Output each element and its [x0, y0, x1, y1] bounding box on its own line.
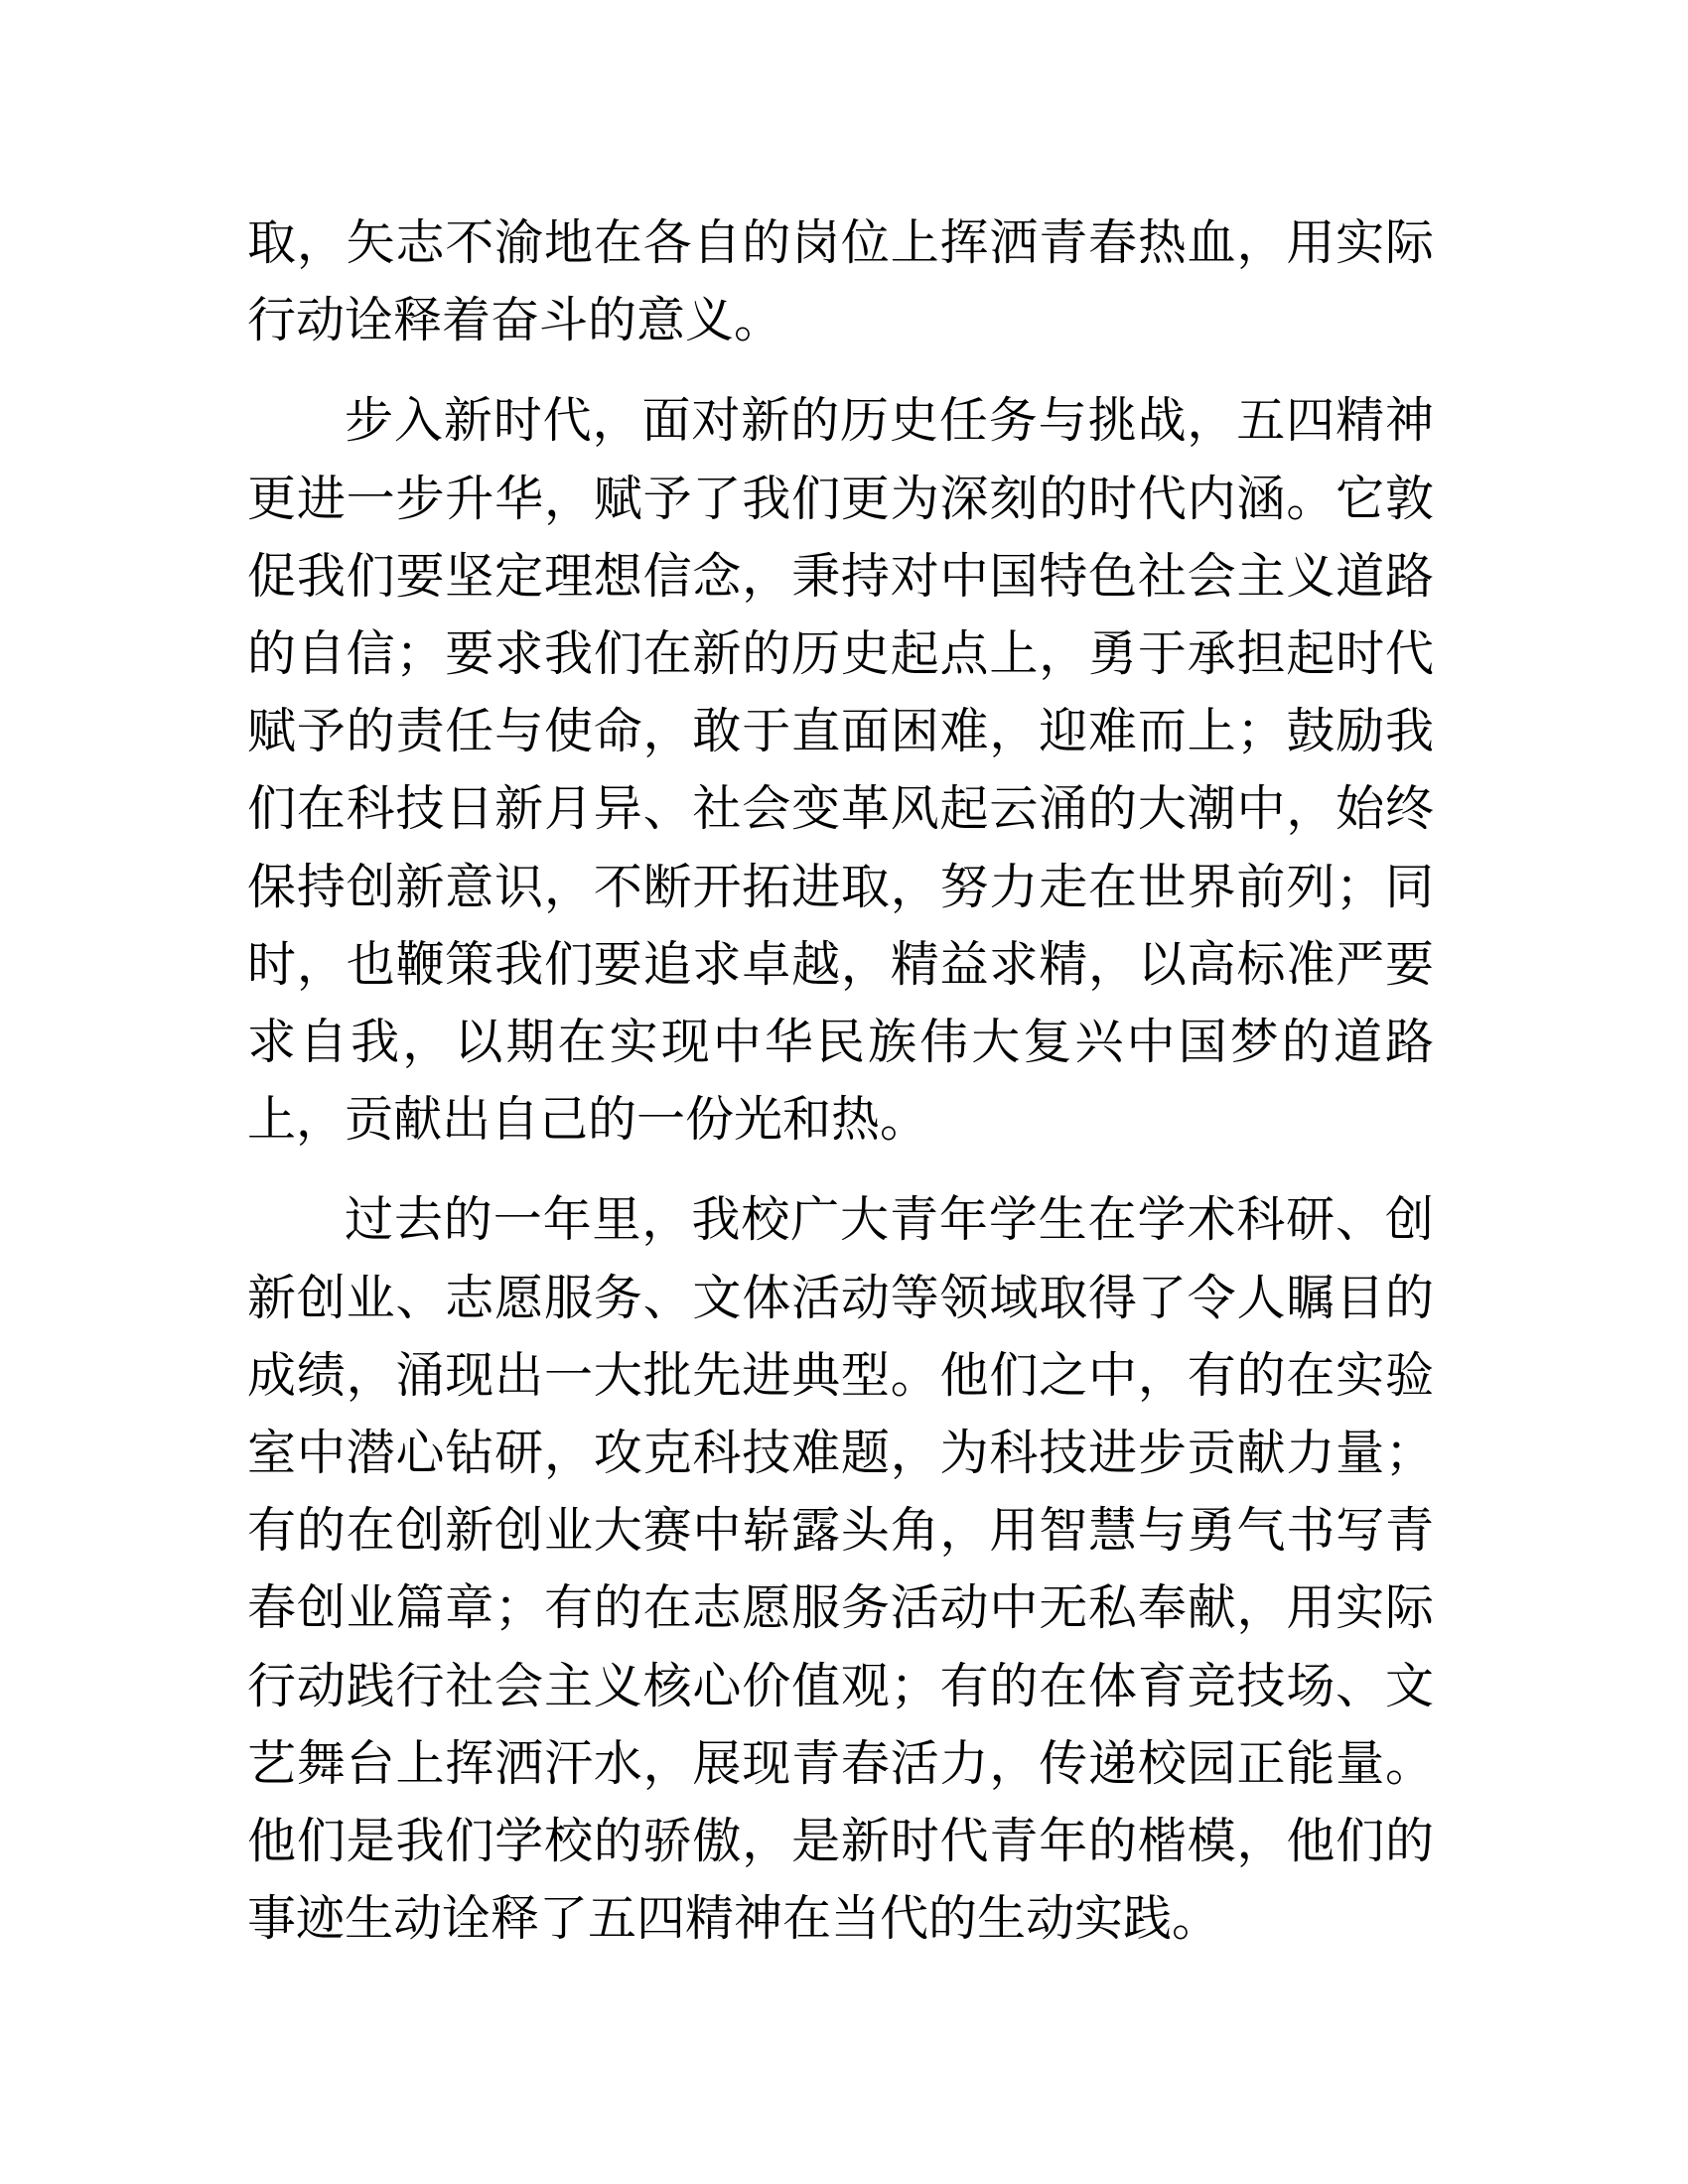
paragraph-new-era: 步入新时代，面对新的历史任务与挑战，五四精神更进一步升华，赋予了我们更为深刻的时代内涵。它敦促我们要坚定理想信念，秉持对中国特色社会主义道路的自信；要求我们在新的历史起点上，勇于承担起时代赋予的责任与使命，敢于直面困难，迎难而上；鼓励我们在科技日新月异、社会变革风起云涌的大潮中，始终保持创新意识，不断开拓进取，努力走在世界前列；同时，也鞭策我们要追求卓越，精益求精，以高标准严要求自我，以期在实现中华民族伟大复兴中国梦的道路上，贡献出自己的一份光和热。: [247, 392, 1434, 1149]
paragraph-achievements: 过去的一年里，我校广大青年学生在学术科研、创新创业、志愿服务、文体活动等领域取得了令人瞩目的成绩，涌现出一大批先进典型。他们之中，有的在实验室中潜心钻研，攻克科技难题，为科技进步贡献力量；有的在创新创业大赛中崭露头角，用智慧与勇气书写青春创业篇章；有的在志愿服务活动中无私奉献，用实际行动践行社会主义核心价值观；有的在体育竞技场、文艺舞台上挥洒汗水，展现青春活力，传递校园正能量。他们是我们学校的骄傲，是新时代青年的楷模，他们的事迹生动诠释了五四精神在当代的生动实践。: [247, 1191, 1434, 1948]
document-body: [247, 205, 1434, 1980]
paragraph-continuation: 取，矢志不渝地在各自的岗位上挥洒青春热血，用实际行动诠释着奋斗的意义。: [247, 214, 1434, 349]
